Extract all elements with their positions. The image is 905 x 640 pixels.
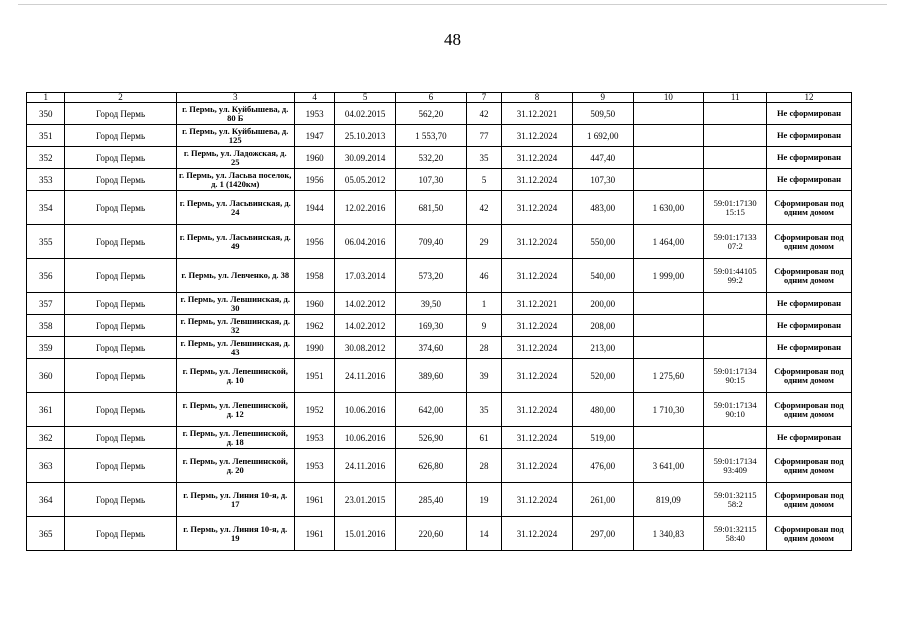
date-cell: 24.11.2016 [335,449,396,483]
land-area-cell: 1 710,30 [633,393,704,427]
land-status-cell: Сформирован под одним домом [766,393,851,427]
year-built-cell: 1952 [294,393,334,427]
year-built-cell: 1947 [294,125,334,147]
land-status-cell: Сформирован под одним домом [766,191,851,225]
residents-cell: 5 [466,169,501,191]
date-cell: 06.04.2016 [335,225,396,259]
residents-cell: 9 [466,315,501,337]
column-header: 6 [395,93,466,103]
land-status-cell: Сформирован под одним домом [766,225,851,259]
residents-cell: 77 [466,125,501,147]
cost-cell: 213,00 [572,337,633,359]
deadline-cell: 31.12.2024 [502,147,573,169]
address-cell: г. Пермь, ул. Левшинская, д. 32 [176,315,294,337]
land-area-cell: 1 999,00 [633,259,704,293]
deadline-cell: 31.12.2021 [502,293,573,315]
area-cell: 562,20 [395,103,466,125]
land-status-cell: Не сформирован [766,103,851,125]
cadastral-number-cell [704,103,767,125]
table-row [27,449,852,483]
land-status-cell: Не сформирован [766,293,851,315]
row-number-cell: 358 [27,315,65,337]
table-row [27,103,852,125]
row-number-cell: 364 [27,483,65,517]
column-header: 4 [294,93,334,103]
municipality-cell: Город Пермь [65,259,176,293]
cost-cell: 261,00 [572,483,633,517]
table-row [27,337,852,359]
cost-cell: 1 692,00 [572,125,633,147]
row-number-cell: 356 [27,259,65,293]
page-number: 48 [444,30,461,49]
housing-registry-table [26,92,852,551]
cadastral-number-cell [704,427,767,449]
date-cell: 05.05.2012 [335,169,396,191]
address-cell: г. Пермь, ул. Ласьва поселок, д. 1 (1420км) [176,169,294,191]
cadastral-number-cell: 59:01:17134 90:15 [704,359,767,393]
municipality-cell: Город Пермь [65,191,176,225]
date-cell: 14.02.2012 [335,315,396,337]
cost-cell: 476,00 [572,449,633,483]
land-area-cell: 1 275,60 [633,359,704,393]
municipality-cell: Город Пермь [65,103,176,125]
address-cell: г. Пермь, ул. Ладожская, д. 25 [176,147,294,169]
year-built-cell: 1990 [294,337,334,359]
table-row [27,483,852,517]
date-cell: 14.02.2012 [335,293,396,315]
residents-cell: 14 [466,517,501,551]
deadline-cell: 31.12.2024 [502,169,573,191]
municipality-cell: Город Пермь [65,337,176,359]
land-area-cell: 1 340,83 [633,517,704,551]
year-built-cell: 1953 [294,427,334,449]
municipality-cell: Город Пермь [65,315,176,337]
column-header: 5 [335,93,396,103]
cost-cell: 208,00 [572,315,633,337]
cadastral-number-cell: 59:01:32115 58:40 [704,517,767,551]
address-cell: г. Пермь, ул. Ласьвинская, д. 49 [176,225,294,259]
cadastral-number-cell: 59:01:17134 93:409 [704,449,767,483]
cost-cell: 447,40 [572,147,633,169]
area-cell: 1 553,70 [395,125,466,147]
deadline-cell: 31.12.2024 [502,517,573,551]
land-status-cell: Не сформирован [766,169,851,191]
land-status-cell: Не сформирован [766,147,851,169]
deadline-cell: 31.12.2021 [502,103,573,125]
address-cell: г. Пермь, ул. Лепешинской, д. 10 [176,359,294,393]
municipality-cell: Город Пермь [65,225,176,259]
land-status-cell: Сформирован под одним домом [766,517,851,551]
municipality-cell: Город Пермь [65,427,176,449]
column-header: 8 [502,93,573,103]
row-number-cell: 359 [27,337,65,359]
date-cell: 10.06.2016 [335,427,396,449]
row-number-cell: 361 [27,393,65,427]
residents-cell: 35 [466,147,501,169]
municipality-cell: Город Пермь [65,449,176,483]
year-built-cell: 1953 [294,449,334,483]
year-built-cell: 1960 [294,147,334,169]
land-status-cell: Не сформирован [766,427,851,449]
area-cell: 389,60 [395,359,466,393]
cost-cell: 480,00 [572,393,633,427]
residents-cell: 19 [466,483,501,517]
deadline-cell: 31.12.2024 [502,337,573,359]
date-cell: 04.02.2015 [335,103,396,125]
municipality-cell: Город Пермь [65,483,176,517]
deadline-cell: 31.12.2024 [502,449,573,483]
year-built-cell: 1944 [294,191,334,225]
page-top-rule [18,4,887,5]
residents-cell: 46 [466,259,501,293]
table-body [27,103,852,551]
year-built-cell: 1953 [294,103,334,125]
column-header: 11 [704,93,767,103]
area-cell: 107,30 [395,169,466,191]
residents-cell: 29 [466,225,501,259]
area-cell: 285,40 [395,483,466,517]
cost-cell: 520,00 [572,359,633,393]
row-number-cell: 365 [27,517,65,551]
residents-cell: 42 [466,191,501,225]
area-cell: 220,60 [395,517,466,551]
table-row [27,169,852,191]
cost-cell: 540,00 [572,259,633,293]
address-cell: г. Пермь, ул. Левшинская, д. 43 [176,337,294,359]
cadastral-number-cell: 59:01:32115 58:2 [704,483,767,517]
date-cell: 15.01.2016 [335,517,396,551]
address-cell: г. Пермь, ул. Левшинская, д. 30 [176,293,294,315]
table-row [27,427,852,449]
area-cell: 709,40 [395,225,466,259]
residents-cell: 42 [466,103,501,125]
cost-cell: 550,00 [572,225,633,259]
residents-cell: 1 [466,293,501,315]
column-header: 9 [572,93,633,103]
cadastral-number-cell: 59:01:44105 99:2 [704,259,767,293]
cadastral-number-cell [704,337,767,359]
column-header: 2 [65,93,176,103]
municipality-cell: Город Пермь [65,393,176,427]
area-cell: 532,20 [395,147,466,169]
land-area-cell [633,125,704,147]
table-row [27,191,852,225]
address-cell: г. Пермь, ул. Лепешинской, д. 18 [176,427,294,449]
date-cell: 30.08.2012 [335,337,396,359]
year-built-cell: 1960 [294,293,334,315]
cost-cell: 297,00 [572,517,633,551]
area-cell: 642,00 [395,393,466,427]
year-built-cell: 1956 [294,169,334,191]
table-row [27,359,852,393]
municipality-cell: Город Пермь [65,517,176,551]
land-area-cell [633,337,704,359]
land-status-cell: Не сформирован [766,125,851,147]
row-number-cell: 350 [27,103,65,125]
land-area-cell [633,315,704,337]
column-header: 10 [633,93,704,103]
column-header: 12 [766,93,851,103]
address-cell: г. Пермь, ул. Лепешинской, д. 12 [176,393,294,427]
land-area-cell: 1 630,00 [633,191,704,225]
table-row [27,315,852,337]
land-area-cell [633,103,704,125]
address-cell: г. Пермь, ул. Линия 10-я, д. 17 [176,483,294,517]
municipality-cell: Город Пермь [65,359,176,393]
land-status-cell: Сформирован под одним домом [766,359,851,393]
date-cell: 17.03.2014 [335,259,396,293]
land-area-cell [633,293,704,315]
residents-cell: 35 [466,393,501,427]
cadastral-number-cell: 59:01:17133 07:2 [704,225,767,259]
deadline-cell: 31.12.2024 [502,393,573,427]
residents-cell: 28 [466,337,501,359]
row-number-cell: 363 [27,449,65,483]
deadline-cell: 31.12.2024 [502,427,573,449]
year-built-cell: 1961 [294,483,334,517]
municipality-cell: Город Пермь [65,293,176,315]
table-row [27,393,852,427]
date-cell: 30.09.2014 [335,147,396,169]
municipality-cell: Город Пермь [65,125,176,147]
land-area-cell: 1 464,00 [633,225,704,259]
cadastral-number-cell [704,125,767,147]
address-cell: г. Пермь, ул. Куйбышева, д. 125 [176,125,294,147]
deadline-cell: 31.12.2024 [502,125,573,147]
municipality-cell: Город Пермь [65,147,176,169]
cost-cell: 200,00 [572,293,633,315]
table-row [27,125,852,147]
address-cell: г. Пермь, ул. Лепешинской, д. 20 [176,449,294,483]
table-row [27,259,852,293]
land-area-cell: 3 641,00 [633,449,704,483]
deadline-cell: 31.12.2024 [502,259,573,293]
municipality-cell: Город Пермь [65,169,176,191]
deadline-cell: 31.12.2024 [502,315,573,337]
deadline-cell: 31.12.2024 [502,225,573,259]
row-number-cell: 357 [27,293,65,315]
year-built-cell: 1958 [294,259,334,293]
date-cell: 23.01.2015 [335,483,396,517]
area-cell: 374,60 [395,337,466,359]
year-built-cell: 1962 [294,315,334,337]
date-cell: 25.10.2013 [335,125,396,147]
area-cell: 39,50 [395,293,466,315]
date-cell: 24.11.2016 [335,359,396,393]
column-header: 1 [27,93,65,103]
row-number-cell: 353 [27,169,65,191]
area-cell: 573,20 [395,259,466,293]
land-area-cell [633,147,704,169]
residents-cell: 61 [466,427,501,449]
row-number-cell: 351 [27,125,65,147]
cost-cell: 519,00 [572,427,633,449]
table-row [27,517,852,551]
land-status-cell: Не сформирован [766,315,851,337]
address-cell: г. Пермь, ул. Левченко, д. 38 [176,259,294,293]
area-cell: 169,30 [395,315,466,337]
address-cell: г. Пермь, ул. Куйбышева, д. 80 Б [176,103,294,125]
year-built-cell: 1956 [294,225,334,259]
table-row [27,293,852,315]
row-number-cell: 362 [27,427,65,449]
column-number-row [27,93,852,103]
date-cell: 10.06.2016 [335,393,396,427]
deadline-cell: 31.12.2024 [502,191,573,225]
cost-cell: 483,00 [572,191,633,225]
land-status-cell: Сформирован под одним домом [766,259,851,293]
column-header: 3 [176,93,294,103]
year-built-cell: 1951 [294,359,334,393]
row-number-cell: 354 [27,191,65,225]
area-cell: 626,80 [395,449,466,483]
area-cell: 526,90 [395,427,466,449]
year-built-cell: 1961 [294,517,334,551]
address-cell: г. Пермь, ул. Ласьвинская, д. 24 [176,191,294,225]
row-number-cell: 355 [27,225,65,259]
area-cell: 681,50 [395,191,466,225]
cadastral-number-cell: 59:01:17134 90:10 [704,393,767,427]
land-area-cell [633,169,704,191]
land-status-cell: Не сформирован [766,337,851,359]
land-area-cell: 819,09 [633,483,704,517]
residents-cell: 39 [466,359,501,393]
row-number-cell: 352 [27,147,65,169]
cost-cell: 107,30 [572,169,633,191]
land-status-cell: Сформирован под одним домом [766,449,851,483]
date-cell: 12.02.2016 [335,191,396,225]
cadastral-number-cell [704,293,767,315]
deadline-cell: 31.12.2024 [502,359,573,393]
deadline-cell: 31.12.2024 [502,483,573,517]
table-row [27,225,852,259]
land-area-cell [633,427,704,449]
table-row [27,147,852,169]
land-status-cell: Сформирован под одним домом [766,483,851,517]
address-cell: г. Пермь, ул. Линия 10-я, д. 19 [176,517,294,551]
column-header: 7 [466,93,501,103]
residents-cell: 28 [466,449,501,483]
cadastral-number-cell [704,315,767,337]
cost-cell: 509,50 [572,103,633,125]
row-number-cell: 360 [27,359,65,393]
cadastral-number-cell: 59:01:17130 15:15 [704,191,767,225]
cadastral-number-cell [704,169,767,191]
cadastral-number-cell [704,147,767,169]
